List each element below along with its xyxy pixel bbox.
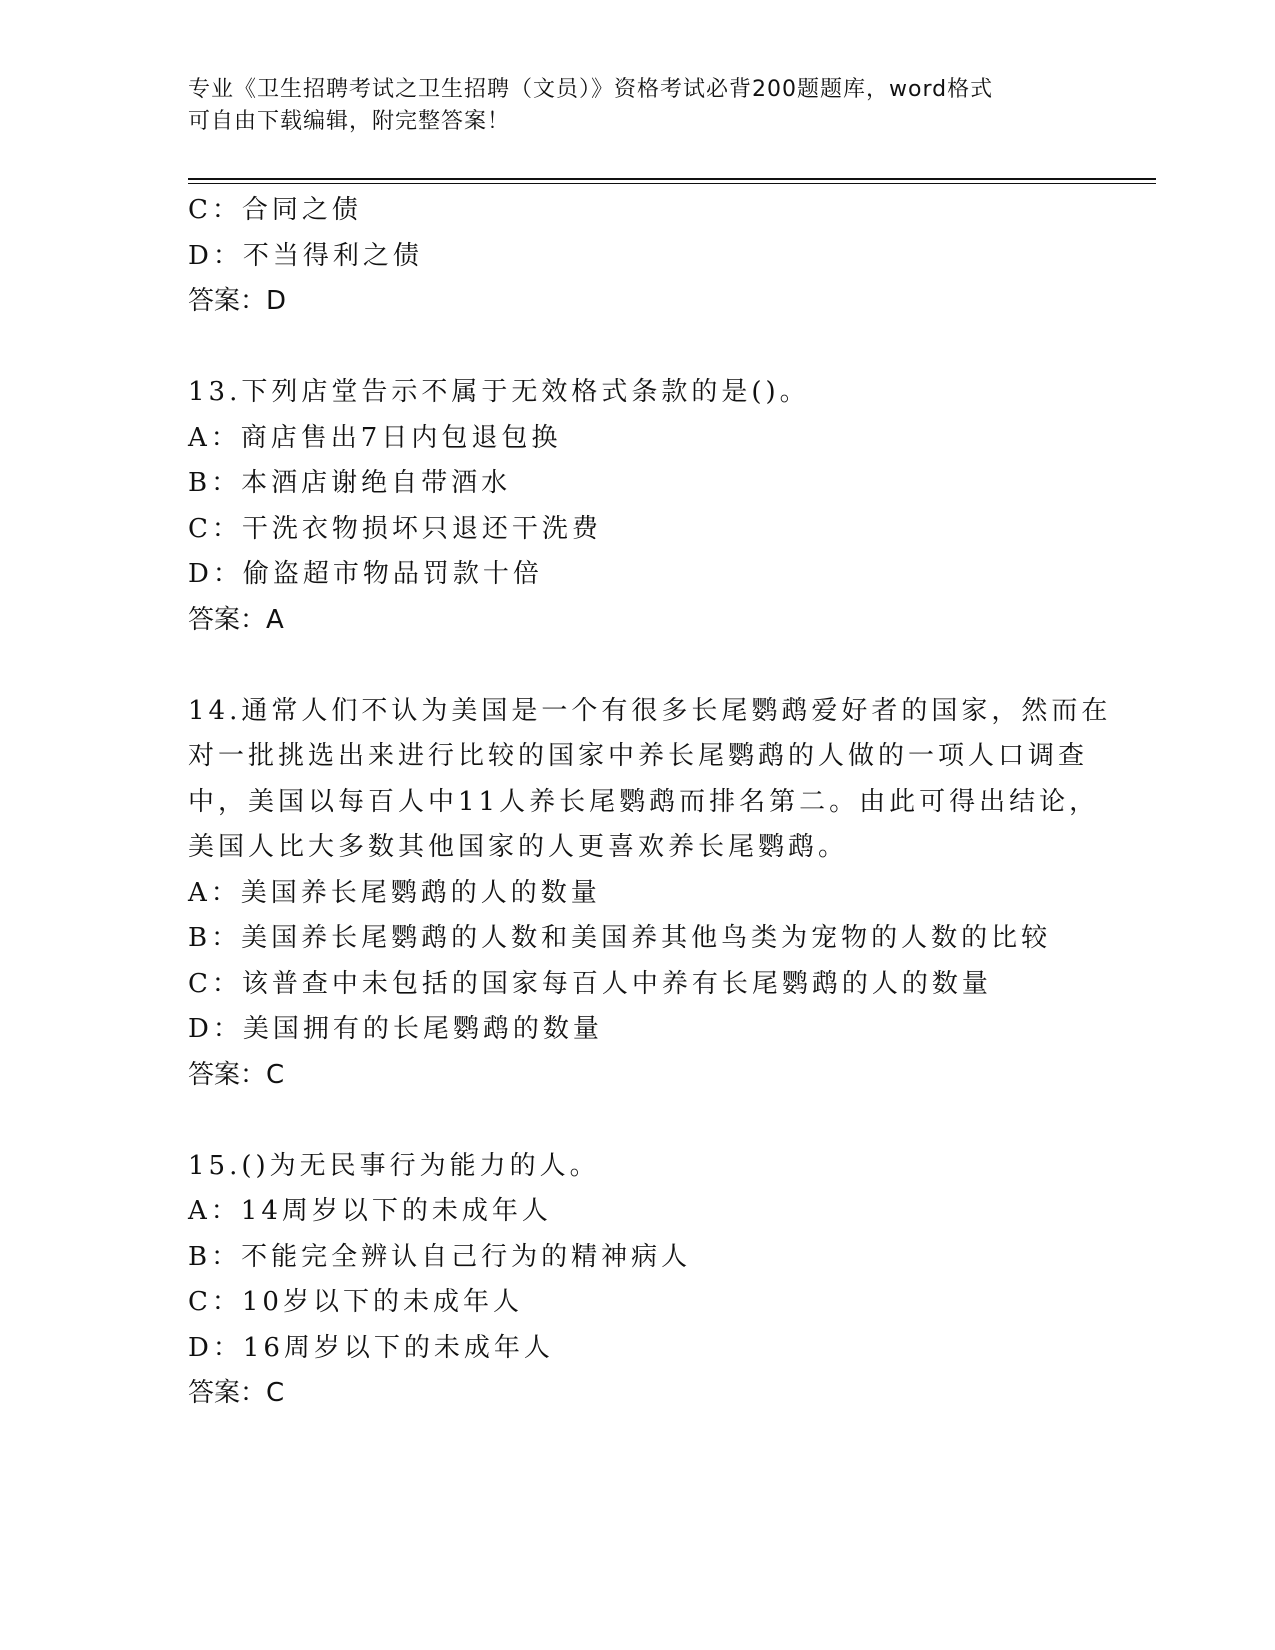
question-list (188, 188, 1148, 1417)
question-stem-line-2: 对一批挑选出来进行比较的国家中养长尾鹦鹉的人做的一项人口调查 (188, 741, 1089, 771)
option-a: A：14周岁以下的未成年人 (188, 1196, 552, 1226)
question-stem: 15.()为无民事行为能力的人。 (188, 1150, 600, 1181)
option-c: C：合同之债 (188, 195, 362, 225)
spacer (188, 643, 1148, 689)
question-stem: 13.下列店堂告示不属于无效格式条款的是()。 (188, 377, 810, 407)
option-d: D：16周岁以下的未成年人 (188, 1332, 554, 1363)
spacer (188, 325, 1148, 371)
question-stem-line-3: 中，美国以每百人中11人养长尾鹦鹉而排名第二。由此可得出结论， (188, 786, 1100, 817)
question-block-13 (188, 370, 1148, 643)
option-b: B：不能完全辨认自己行为的精神病人 (188, 1241, 692, 1272)
answer-line: 答案：D (188, 286, 287, 316)
question-block-14 (188, 689, 1148, 1099)
option-a: A：商店售出7日内包退包换 (188, 422, 562, 453)
option-c: C：干洗衣物损坏只退还干洗费 (188, 513, 602, 544)
header-title-line-2: 可自由下载编辑，附完整答案！ (188, 109, 511, 134)
option-d: D：偷盗超市物品罚款十倍 (188, 559, 543, 589)
option-d: D：不当得利之债 (188, 240, 423, 271)
option-c: C：该普查中未包括的国家每百人中养有长尾鹦鹉的人的数量 (188, 968, 992, 999)
question-block-15 (188, 1144, 1148, 1417)
option-b: B：美国养长尾鹦鹉的人数和美国养其他鸟类为宠物的人数的比较 (188, 923, 1052, 953)
question-stem-line-4: 美国人比大多数其他国家的人更喜欢养长尾鹦鹉。 (188, 832, 849, 862)
option-b: B：本酒店谢绝自带酒水 (188, 468, 512, 498)
header-divider-thick (188, 178, 1156, 180)
question-stem-line-1: 14.通常人们不认为美国是一个有很多长尾鹦鹉爱好者的国家，然而在 (188, 695, 1112, 726)
option-a: A：美国养长尾鹦鹉的人的数量 (188, 877, 601, 908)
answer-line: 答案：C (188, 1059, 285, 1090)
header-divider-thin (188, 183, 1156, 184)
option-d: D：美国拥有的长尾鹦鹉的数量 (188, 1014, 603, 1044)
answer-line: 答案：A (188, 604, 284, 635)
question-block-prev (188, 188, 1148, 325)
document-header (188, 74, 1088, 138)
header-title-line-1: 专业《卫生招聘考试之卫生招聘（文员）》资格考试必背200题题库，word格式 (188, 77, 994, 102)
option-c: C：10岁以下的未成年人 (188, 1287, 523, 1317)
answer-line: 答案：C (188, 1378, 285, 1408)
spacer (188, 1098, 1148, 1144)
